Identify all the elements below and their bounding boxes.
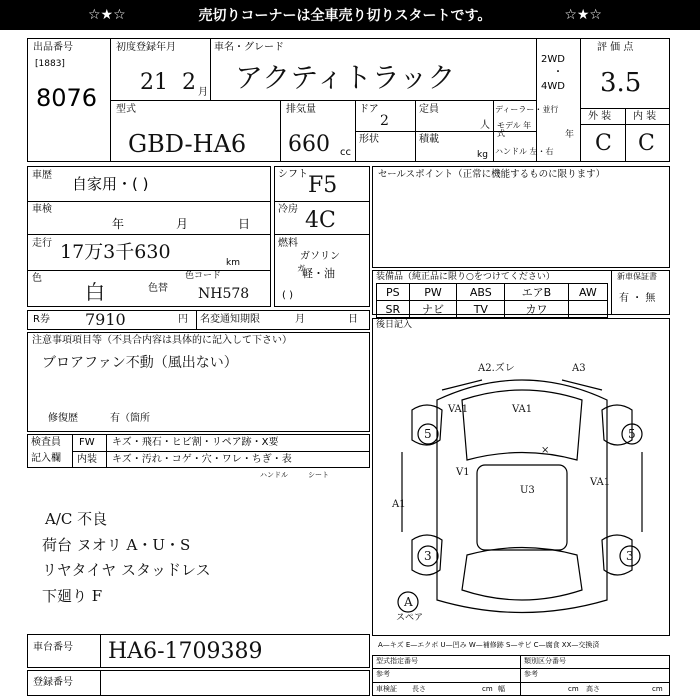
banner-title: 売切りコーナーは全車売り切りスタートです。 [198, 8, 492, 24]
dmg-top2: A3 [572, 363, 586, 374]
disp-label: 排気量 [286, 104, 316, 115]
diagram-label: 後日記入 [376, 320, 413, 330]
door-value: 2 [380, 113, 389, 129]
color-code-value: NH578 [198, 286, 250, 302]
spec-len: 長さ [412, 685, 426, 693]
spec-wid: 幅 [498, 685, 505, 693]
equip-label: 装備品（純正品に限り○をつけてください） [376, 272, 555, 282]
plate-box [27, 670, 370, 696]
ac-label: 冷房 [278, 204, 298, 215]
hw-line-3: リヤタイヤ スタッドレス [42, 561, 211, 579]
inspector-note-a: ハンドル [260, 471, 288, 479]
recycle-box [27, 310, 370, 330]
drive-2wd: 2WD [541, 54, 565, 65]
inspector-int: 内装 [77, 454, 97, 465]
dmg-top: A2.ズレ [478, 363, 515, 374]
inspect-label: 車検 [32, 204, 52, 215]
inspect-year: 年 [112, 217, 125, 231]
dmg-left: A1 [392, 499, 406, 510]
reg-label: 初度登録年月 [116, 42, 176, 53]
hw-line-2: 荷台 ヌオリ A・U・S [42, 536, 191, 554]
spec-model-label: 型式指定番号 [376, 657, 418, 665]
load-label: 積載 [419, 134, 439, 145]
spec-cert: 車検証 [376, 685, 397, 693]
notes-box [27, 332, 370, 432]
equip-aw: AW [568, 284, 607, 301]
recycle-value: 7910 [85, 310, 126, 329]
fuel-value: ガ [297, 264, 305, 273]
fuel-gas: ガソリン [300, 251, 340, 262]
notes-text: ブロアファン不動（風出ない） [42, 355, 238, 371]
history-label: 車歴 [32, 170, 52, 181]
spec-wid-u: cm [568, 685, 579, 693]
history-value: 自家用・( ) [72, 175, 149, 193]
recycle-label: R券 [33, 314, 50, 325]
spec-hei-u: cm [652, 685, 663, 693]
inspector-fw: FW [79, 437, 95, 448]
lot-label: 出品番号 [33, 42, 73, 53]
notes-label: 注意事項項目等（不具合内容は具体的に記入して下さい） [32, 335, 292, 346]
int-value: C [638, 131, 655, 156]
cap-unit: 人 [480, 120, 490, 131]
transfer-month: 月 [295, 314, 305, 325]
legend: A—キズ E—エクボ U—凹み W—補修跡 S—サビ C—腐食 XX—交換済 [378, 641, 600, 649]
door-label: ドア [359, 104, 379, 115]
inspector-int-items: キズ・汚れ・コゲ・穴・ワレ・ちぎ・表 [112, 454, 292, 465]
dmg-t5a: 5 [424, 427, 432, 441]
color-value: 白 [85, 280, 105, 304]
stars-right: ☆★☆ [564, 7, 602, 23]
shift-value: F5 [308, 173, 338, 198]
drive-4wd: 4WD [541, 81, 565, 92]
name-label: 車名・グレード [214, 42, 284, 53]
handle-label: ハンドル 左・右 [495, 147, 554, 156]
drive-dot: ・ [553, 67, 563, 78]
chassis-label: 車台番号 [33, 642, 73, 653]
load-unit: kg [477, 150, 488, 160]
dmg-spare-val: A [404, 595, 413, 609]
header-banner [0, 0, 700, 30]
sales-label: セールスポイント（正常に機能するものに限ります） [378, 169, 606, 180]
warranty-value: 有 ・ 無 [619, 293, 656, 304]
disp-unit: cc [340, 147, 351, 158]
ext-value: C [595, 131, 612, 156]
disp-value: 660 [288, 132, 330, 157]
equip-pw: PW [409, 284, 457, 301]
chassis-value: HA6-1709389 [108, 639, 263, 664]
inspector-fw-items: キズ・飛石・ヒビ割・リペア跡・X要 [112, 437, 279, 448]
dmg-r: VA1 [590, 477, 611, 488]
dmg-t3a: 3 [424, 549, 432, 563]
dmg-x: × [541, 445, 550, 456]
inspector-note-b: シート [308, 471, 329, 479]
lot-sub: [1883] [35, 59, 65, 69]
equip-airbag: エアB [505, 284, 569, 301]
equip-abs: ABS [457, 284, 505, 301]
spec-ref-l: 参考 [376, 670, 390, 678]
fuel-label: 燃料 [278, 238, 298, 249]
month-unit: 月 [198, 87, 208, 98]
inspector-label-2: 記入欄 [31, 453, 61, 464]
spec-class-label: 類別区分番号 [524, 657, 566, 665]
dmg-t5b: 5 [628, 427, 636, 441]
color-code-label: 色コード [185, 271, 222, 281]
dmg-spare: スペア [396, 613, 424, 623]
plate-label: 登録番号 [33, 677, 73, 688]
year-unit: 年 [565, 130, 575, 140]
spec-len-u: cm [482, 685, 493, 693]
spec-hei: 高さ [586, 685, 600, 693]
score-value: 3.5 [600, 68, 642, 98]
ext-label: 外 装 [588, 111, 612, 122]
fuel-light: 軽・油 [302, 267, 335, 280]
equip-navi: ナビ [409, 301, 457, 318]
spec-ref-r: 参考 [524, 670, 538, 678]
shape-label: 形状 [359, 134, 379, 145]
stars-left: ☆★☆ [88, 7, 126, 23]
equip-table [376, 283, 608, 318]
mileage-unit: km [226, 258, 240, 268]
shift-label: シフト [278, 169, 308, 180]
equip-sr: SR [377, 301, 410, 318]
transfer-label: 名変通知期限 [200, 314, 260, 325]
dealer-label: ディーラー・並行 [495, 105, 559, 114]
color-label: 色 [32, 273, 42, 284]
dmg-fr: VA1 [512, 404, 533, 415]
dmg-t3b: 3 [626, 549, 634, 563]
dmg-fl: VA1 [448, 404, 469, 415]
equip-leather: カワ [505, 301, 569, 318]
int-label: 内 装 [633, 111, 657, 122]
sales-box [372, 166, 670, 268]
model-year-label: モデル 年式 [497, 121, 532, 138]
reg-year: 21 [140, 70, 168, 95]
warranty-label: 新車保証書 [617, 272, 657, 281]
transfer-day: 日 [348, 314, 358, 325]
mileage-label: 走行 [32, 238, 52, 249]
dmg-l: V1 [456, 467, 470, 478]
model-value: GBD-HA6 [128, 130, 247, 158]
repair-value: 有（箇所 [110, 413, 150, 424]
ac-value: 4C [305, 208, 336, 233]
repair-label: 修復歴 [48, 413, 78, 424]
mileage-value: 17万3千630 [60, 241, 171, 263]
inspector-label-1: 検査員 [31, 437, 61, 448]
fuel-paren: ( ) [282, 290, 293, 301]
inspect-month: 月 [176, 217, 189, 231]
name-value: アクティトラック [235, 61, 456, 94]
hw-line-4: 下廻り F [42, 587, 103, 605]
color-change-label: 色替 [148, 283, 168, 294]
dmg-roof: U3 [520, 485, 535, 496]
hw-line-1: A/C 不良 [45, 510, 108, 528]
reg-month: 2 [182, 70, 196, 95]
cap-label: 定員 [419, 104, 439, 115]
recycle-unit: 円 [178, 314, 188, 325]
equip-ps: PS [377, 284, 410, 301]
equip-tv: TV [457, 301, 505, 318]
lot-number: 8076 [36, 84, 98, 112]
model-label: 型式 [116, 104, 136, 115]
inspect-day: 日 [238, 217, 251, 231]
score-label: 評 価 点 [597, 42, 634, 53]
